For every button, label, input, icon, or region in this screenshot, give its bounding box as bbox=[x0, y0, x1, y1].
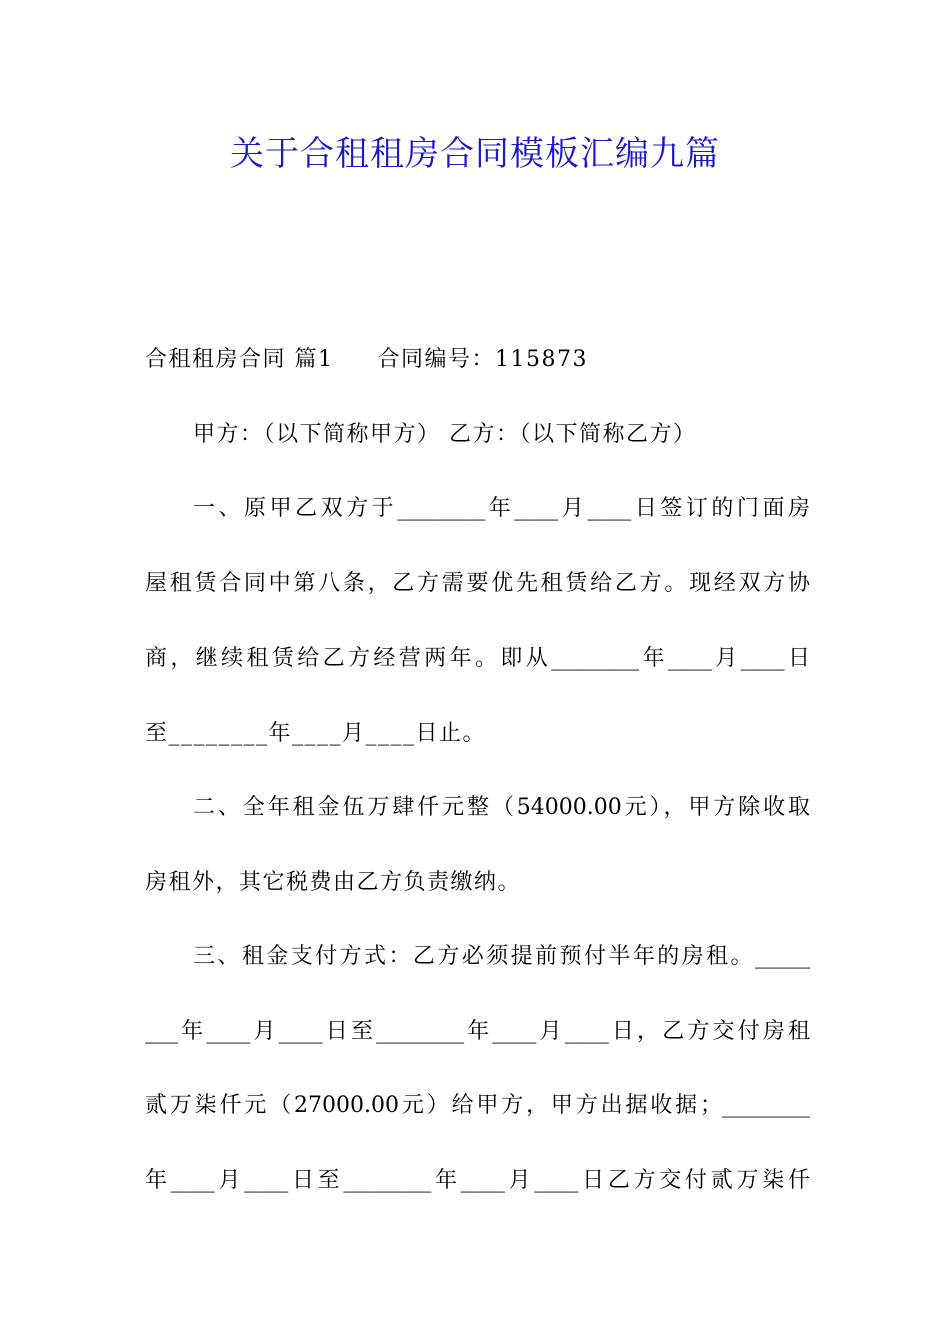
section-heading: 合租租房合同 篇1 bbox=[145, 347, 334, 372]
paragraph-line: 甲方：（以下简称甲方） 乙方：（以下简称乙方） bbox=[193, 422, 697, 447]
paragraph-line: 房租外，其它税费由乙方负责缴纳。 bbox=[145, 870, 522, 895]
paragraph-line: 三、租金支付方式：乙方必须提前预付半年的房租。_____ bbox=[193, 944, 810, 969]
paragraph-line: 至________年____月____日止。 bbox=[145, 721, 487, 746]
document-title: 关于合租租房合同模板汇编九篇 bbox=[230, 134, 720, 174]
contract-heading bbox=[145, 344, 810, 376]
contract-number: 合同编号：115873 bbox=[377, 347, 588, 372]
paragraph-line: 一、原甲乙双方于________年____月____日签订的门面房 bbox=[193, 496, 810, 521]
paragraph-line: ___年____月____日至________年____月____日，乙方交付房租 bbox=[145, 1019, 810, 1044]
paragraph-line: 二、全年租金伍万肆仟元整（54000.00元），甲方除收取 bbox=[193, 795, 810, 820]
paragraph-line: 年____月____日至________年____月____日乙方交付贰万柒仟 bbox=[145, 1168, 810, 1193]
paragraph-line: 贰万柒仟元（27000.00元）给甲方，甲方出据收据；________ bbox=[145, 1093, 810, 1118]
paragraph-line: 商，继续租赁给乙方经营两年。即从________年____月____日 bbox=[145, 646, 810, 671]
paragraph-line: 屋租赁合同中第八条，乙方需要优先租赁给乙方。现经双方协 bbox=[145, 571, 810, 596]
